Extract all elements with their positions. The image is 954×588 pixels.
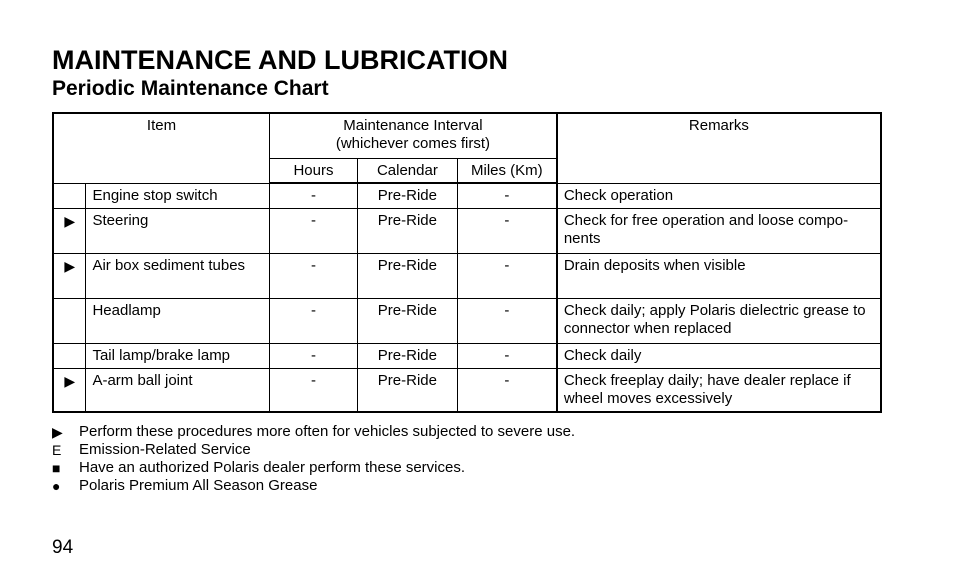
row-hours: -	[270, 183, 358, 208]
item-header: Item	[53, 113, 270, 183]
triangle-marker-icon: ▶	[64, 257, 76, 274]
row-miles: -	[457, 208, 556, 253]
row-hours: -	[270, 208, 358, 253]
maintenance-chart	[52, 112, 882, 413]
table-row	[53, 253, 881, 298]
legend-text: Emission-Related Service	[79, 441, 251, 458]
legend-item	[52, 423, 575, 441]
legend-item	[52, 477, 575, 495]
row-symbol	[53, 343, 86, 368]
row-item: Engine stop switch	[86, 183, 270, 208]
row-miles: -	[457, 298, 556, 343]
legend-text: Have an authorized Polaris dealer perform these services.	[79, 459, 466, 476]
remarks-header: Remarks	[557, 113, 881, 183]
row-hours: -	[270, 343, 358, 368]
row-remarks: Check daily	[557, 343, 881, 368]
row-item: Headlamp	[86, 298, 270, 343]
hours-header: Hours	[270, 158, 358, 183]
row-symbol	[53, 183, 86, 208]
row-item: Tail lamp/brake lamp	[86, 343, 270, 368]
legend-glyph-icon: ▶	[52, 424, 63, 440]
row-remarks: Check freeplay daily; have dealer replace if wheel moves excessively	[557, 368, 881, 412]
row-item: A-arm ball joint	[86, 368, 270, 412]
calendar-header: Calendar	[357, 158, 457, 183]
row-symbol	[53, 208, 86, 253]
page-title: MAINTENANCE AND LUBRICATION	[52, 45, 508, 75]
row-item: Air box sediment tubes	[86, 253, 270, 298]
row-calendar: Pre-Ride	[357, 343, 457, 368]
miles-header: Miles (Km)	[457, 158, 556, 183]
row-symbol	[53, 298, 86, 343]
row-miles: -	[457, 183, 556, 208]
legend-text: Polaris Premium All Season Grease	[79, 477, 318, 494]
legend-glyph-icon: ●	[52, 478, 61, 494]
row-remarks: Check for free operation and loose compo- nents	[557, 208, 881, 253]
triangle-marker-icon: ▶	[64, 372, 76, 389]
interval-header	[270, 113, 557, 158]
row-calendar: Pre-Ride	[357, 368, 457, 412]
legend-item	[52, 441, 575, 459]
interval-header-note: (whichever comes first)	[335, 135, 491, 152]
legend-text: Perform these procedures more often for vehicles subjected to severe use.	[79, 423, 576, 440]
legend	[52, 423, 575, 495]
table-row	[53, 368, 881, 412]
table-row	[53, 183, 881, 208]
row-calendar: Pre-Ride	[357, 253, 457, 298]
row-item: Steering	[86, 208, 270, 253]
triangle-marker-icon: ▶	[64, 212, 76, 229]
row-miles: -	[457, 343, 556, 368]
row-symbol	[53, 368, 86, 412]
row-remarks: Check operation	[557, 183, 881, 208]
legend-glyph-icon: ■	[52, 460, 61, 476]
row-calendar: Pre-Ride	[357, 298, 457, 343]
row-hours: -	[270, 253, 358, 298]
row-miles: -	[457, 253, 556, 298]
legend-item	[52, 459, 575, 477]
table-row	[53, 298, 881, 343]
row-hours: -	[270, 368, 358, 412]
table-row	[53, 343, 881, 368]
table-row	[53, 208, 881, 253]
legend-glyph-icon: E	[52, 442, 62, 458]
interval-header-label: Maintenance Interval	[343, 117, 483, 134]
row-calendar: Pre-Ride	[357, 208, 457, 253]
row-remarks: Check daily; apply Polaris dielectric grease to connector when replaced	[557, 298, 881, 343]
page-number: 94	[52, 537, 74, 558]
row-hours: -	[270, 298, 358, 343]
row-symbol	[53, 253, 86, 298]
row-miles: -	[457, 368, 556, 412]
row-calendar: Pre-Ride	[357, 183, 457, 208]
page-subtitle: Periodic Maintenance Chart	[52, 77, 329, 100]
row-remarks: Drain deposits when visible	[557, 253, 881, 298]
